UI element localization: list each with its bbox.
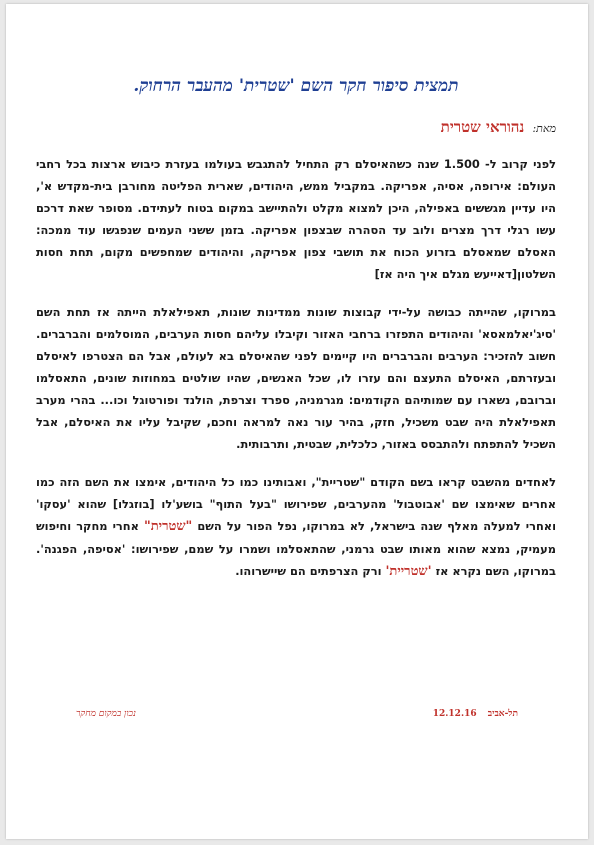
footer-date: 12.12.16	[432, 709, 477, 719]
document-body	[36, 76, 556, 599]
highlighted-name-2: 'שטריית'	[385, 564, 432, 579]
paragraph-1: לפני קרוב ל- 1.500 שנה כשהאיסלם רק התחיל להתגבש בעולמו בעזרת כיבוש ארצות בכל רחבי העולם: אירופה, אסיה, אפריקה. במקביל ממש, היהודים, שארית הפליטה מחורבן בית-מקדש א', היו עדיין מגששים באפילה, היכן למצוא מקלט ולהתיישב במקום בטוח לעתידם. מסופר שאת דרכם עשו רגלי דרך מצרים ולוב עד הסהרה שבצפון אפריקה. בזמן ששני העמים שנפגשו עוד ממכה: האסלם שמאסלם בזרוע הכוח את תושבי צפון אפריקה, והיהודים שמחפשים מקום, תחת חסות השלטון[דאייעש מגלם איך היה אז]	[36, 157, 556, 281]
highlighted-name-1: "שטרית"	[143, 519, 193, 534]
byline-label: מאת:	[532, 122, 556, 135]
paragraph-3	[36, 471, 556, 583]
document-title: תמצית סיפור חקר השם 'שטרית' מהעבר הרחוק.	[133, 76, 459, 96]
document-page	[6, 4, 588, 839]
paragraph-3-text-a: לאחדים מהשבט קראו בשם הקודם "שטריית", ואבותינו כמו כל היהודים, אימצו את השם הזה כמו אחרים שאימצו שם 'אבוטבול' מהערבים, שפירושו "בעל התוף" בושע'לו [בוזגלו] שהוא 'עסקו' ואחרי למעלה מאלף שנה בישראל, לא במרוקו, נפל הפור על השם	[36, 475, 556, 533]
byline	[146, 118, 556, 137]
footer-location: תל-אביב	[487, 709, 518, 719]
footer-location-date	[433, 708, 518, 719]
footer-note: נכון במקום מחקר	[76, 709, 136, 719]
paragraph-3-text-c: ורק הצרפתים הם שיישרוהו.	[235, 564, 386, 578]
paragraph-2: במרוקו, שהייתה כבושה על-ידי קבוצות שונות ממדינות שונות, תאפילאלת הייתה אז תחת השם 'סיג'יאלמאסא' והיהודים התפזרו ברחבי האזור וקיבלו עליהם חסות הערבים, המוסלמים והברברים. חשוב להזכיר: הערבים והברברים היו קיימים לפני שהאיסלם בא לעולם, אבל הם הצטרפו לאיסלם ובעזרתם, האיסלם התעצם והם עזרו לו, שכל האנשים, שהיו שולטים במחוזות שונים, התאסלמו וברובם, נשארו עם שמותיהם הקודמים: מגרמניה, ספרד וצרפת, הולנד ופורטוגל וכו... בהרי מערב תאפילאלת היה שבט משכיל, חזק, בהיר עור נאה למראה וחכם, שקיבל עליו את האיסלם, אבל השכיל להתפתח ולהתבסס באזור, כלכלית, שבטית, ותרבותית.	[36, 305, 556, 451]
author-name: נהוראי שטרית	[440, 118, 525, 136]
paragraph-3-text-b: אחרי מחקר וחיפוש מעמיק, נמצא שהוא מאותו שבט גרמני, שהתאסלמו ושמרו על שמם, שפירושו: 'אסיפה, הפגנה'. במרוקו, השם נקרא אז	[36, 519, 556, 578]
